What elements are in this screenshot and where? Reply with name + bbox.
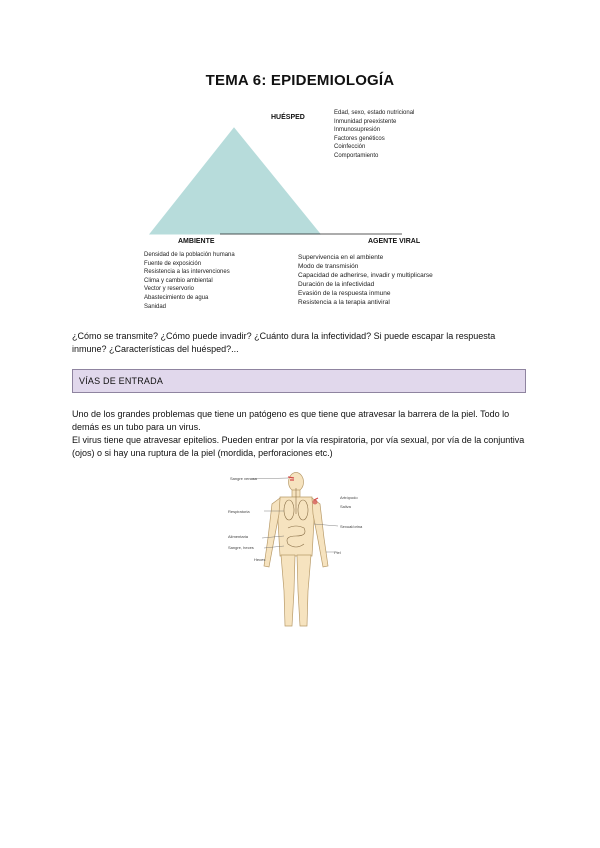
figure-label: Sexual/orina bbox=[340, 524, 363, 529]
figure-label: Sangre, heces bbox=[228, 545, 254, 550]
environment-label: AMBIENTE bbox=[178, 238, 215, 245]
arthropod-bite-marker bbox=[313, 500, 318, 505]
right-leg-shape bbox=[297, 555, 311, 626]
questions-paragraph: ¿Cómo se transmite? ¿Cómo puede invadir? ¿Cuánto dura la infectividad? Si puede escapar la respuesta inmune? ¿Características del huésped?... bbox=[72, 331, 496, 354]
host-label: HUÉSPED bbox=[271, 114, 305, 121]
environment-factor: Resistencia a las intervenciones bbox=[144, 269, 230, 276]
environment-factor: Fuente de exposición bbox=[144, 260, 202, 267]
host-factor: Coinfección bbox=[334, 144, 366, 151]
figure-label: Heces bbox=[254, 557, 266, 562]
section-header-entry-routes: VÍAS DE ENTRADA bbox=[72, 369, 526, 393]
host-factor: Edad, sexo, estado nutricional bbox=[334, 110, 415, 116]
body-illustration bbox=[228, 466, 378, 636]
paragraph-skin-barrier: Uno de los grandes problemas que tiene un patógeno es que tiene que atravesar la barrera de la piel. Todo lo demás es un tubo para un virus. bbox=[72, 409, 510, 432]
host-factor: Factores genéticos bbox=[334, 135, 385, 142]
environment-factor-list bbox=[144, 251, 235, 311]
agent-factor: Resistencia a la terapia antiviral bbox=[298, 299, 390, 306]
page-title: TEMA 6: EPIDEMIOLOGÍA bbox=[205, 72, 395, 89]
epidemiological-triangle bbox=[140, 106, 480, 318]
figure-label: Piel bbox=[334, 550, 341, 555]
paragraph-epithelia: El virus tiene que atravesar epitelios. Pueden entrar por la vía respiratoria, por vía sexual, por vía de la conjuntiva (ojos) o si hay una ruptura de la piel (mordida, perforaciones etc.) bbox=[72, 435, 525, 458]
figure-label: Respiratoria bbox=[228, 509, 250, 514]
agent-factor: Evasión de la respuesta inmune bbox=[298, 290, 391, 297]
triangle-shape bbox=[150, 128, 320, 234]
host-factor-list bbox=[334, 109, 414, 161]
agent-factor: Supervivencia en el ambiente bbox=[298, 254, 384, 261]
agent-factor-list bbox=[298, 253, 433, 307]
figure-label: Alimentaria bbox=[228, 534, 249, 539]
environment-factor: Abastecimiento de agua bbox=[144, 294, 209, 301]
host-factor: Inmunosupresión bbox=[334, 127, 381, 134]
figure-label: Artrópodo bbox=[340, 495, 358, 500]
figure-label: Sangre venosa bbox=[230, 476, 257, 481]
agent-factor: Capacidad de adherirse, invadir y multiplicarse bbox=[298, 272, 433, 279]
host-factor: Comportamiento bbox=[334, 152, 379, 159]
body-entry-routes-figure bbox=[228, 466, 378, 636]
environment-factor: Clima y cambio ambiental bbox=[144, 277, 213, 284]
left-arm-shape bbox=[264, 498, 280, 567]
figure-label: Saliva bbox=[340, 504, 351, 509]
agent-factor: Modo de transmisión bbox=[298, 263, 359, 270]
viral-agent-label: AGENTE VIRAL bbox=[368, 238, 421, 245]
environment-factor: Sanidad bbox=[144, 303, 167, 310]
environment-factor: Vector y reservorio bbox=[144, 286, 195, 293]
agent-factor: Duración de la infectividad bbox=[298, 281, 375, 288]
left-leg-shape bbox=[281, 555, 295, 626]
right-arm-shape bbox=[312, 498, 328, 567]
host-factor: Inmunidad preexistente bbox=[334, 118, 397, 125]
environment-factor: Densidad de la población humana bbox=[144, 252, 235, 258]
